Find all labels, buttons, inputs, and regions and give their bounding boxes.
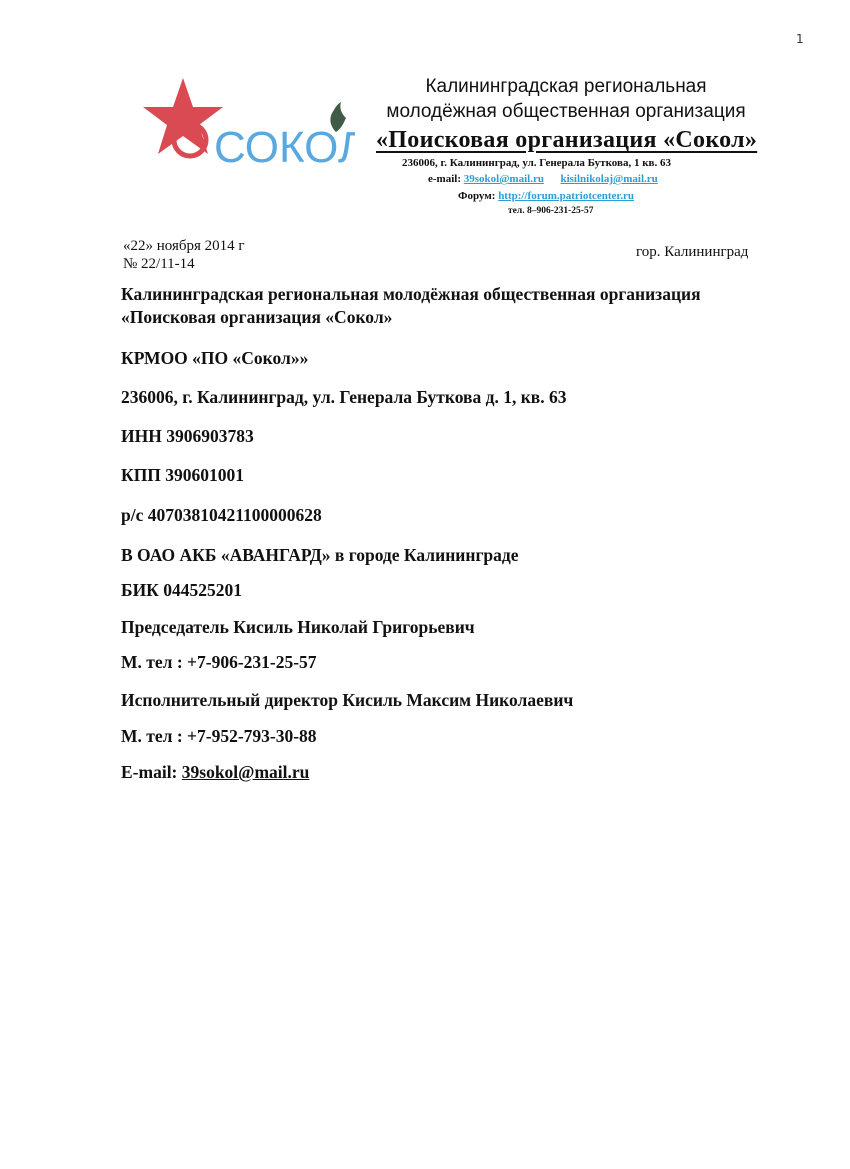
letterhead-line2: молодёжная общественная организация	[386, 101, 746, 122]
document-city: гор. Калининград	[636, 244, 749, 260]
inn: ИНН 3906903783	[121, 426, 254, 446]
org-short-name: КРМОО «ПО «Сокол»»	[121, 348, 309, 368]
bank-account: р/с 40703810421100000628	[121, 505, 322, 525]
contact-email-link[interactable]: 39sokol@mail.ru	[181, 762, 310, 782]
contact-email-row	[121, 762, 309, 783]
letterhead-line1: Калининградская региональная	[425, 76, 707, 97]
letterhead-org-name: «Поисковая организация «Сокол»	[376, 127, 758, 153]
document-number: № 22/11-14	[123, 256, 195, 272]
director-phone: М. тел : +7-952-793-30-88	[121, 726, 317, 746]
letterhead-phone: тел. 8–906-231-25-57	[508, 206, 594, 216]
letterhead-email-row	[428, 173, 658, 185]
email-link-1[interactable]: 39sokol@mail.ru	[463, 173, 544, 185]
chairman: Председатель Кисиль Николай Григорьевич	[121, 617, 475, 637]
letterhead-forum-row	[458, 190, 634, 202]
contact-email-label: E-mail:	[121, 762, 178, 782]
bank-name: В ОАО АКБ «АВАНГАРД» в городе Калининграде	[121, 545, 519, 565]
forum-link[interactable]: http://forum.patriotcenter.ru	[498, 190, 635, 202]
sokol-logo	[140, 74, 355, 174]
logo-graphic	[140, 74, 355, 174]
org-address: 236006, г. Калининград, ул. Генерала Буткова д. 1, кв. 63	[121, 387, 567, 407]
star-icon	[143, 78, 223, 154]
document-date: «22» ноября 2014 г	[123, 238, 245, 254]
email-link-2[interactable]: kisilnikolaj@mail.ru	[560, 173, 658, 185]
org-full-name-line1: Калининградская региональная молодёжная общественная организация	[121, 284, 701, 304]
executive-director: Исполнительный директор Кисиль Максим Николаевич	[121, 690, 574, 710]
letterhead-address: 236006, г. Калининград, ул. Генерала Буткова, 1 кв. 63	[402, 157, 671, 169]
bik: БИК 044525201	[121, 580, 242, 600]
kpp: КПП 390601001	[121, 465, 245, 485]
page-number: 1	[796, 32, 804, 46]
forum-label: Форум:	[458, 190, 496, 202]
chairman-phone: М. тел : +7-906-231-25-57	[121, 652, 317, 672]
org-full-name-line2: «Поисковая организация «Сокол»	[121, 307, 393, 327]
logo-text: СОКОЛ	[214, 123, 355, 172]
email-label: e-mail:	[428, 173, 461, 185]
